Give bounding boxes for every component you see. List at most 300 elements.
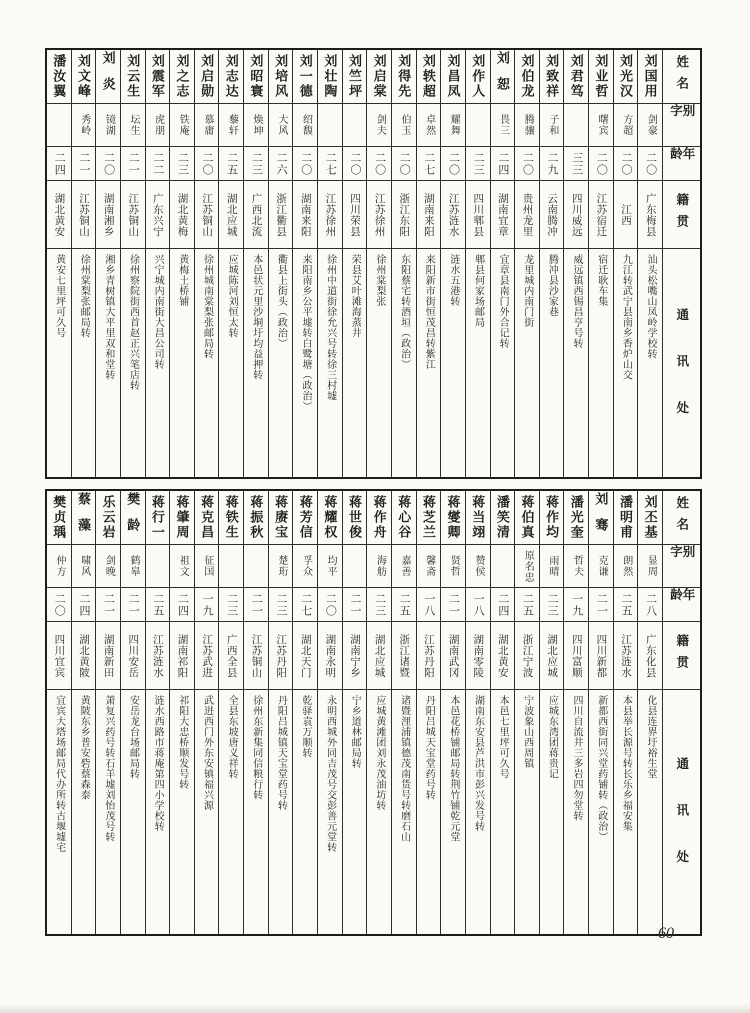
entry-contact: 安岳龙台场邮局转: [127, 695, 139, 779]
entry-age-cell: [441, 588, 465, 622]
header-label-contact: 通讯处: [674, 308, 689, 448]
entry-column: [563, 491, 588, 934]
entry-age: 二五: [225, 151, 238, 176]
entry-name-cell: [466, 50, 490, 104]
entry-native-cell: [638, 181, 662, 249]
entry-contact-cell: [564, 249, 588, 477]
entry-courtesy-cell: [146, 545, 170, 588]
entry-name-cell: [564, 50, 588, 104]
entry-age-cell: [121, 588, 145, 622]
entry-age-cell: [343, 147, 367, 181]
entry-column: [71, 50, 96, 477]
entry-courtesy-cell: [170, 545, 194, 588]
header-cell-contact: [663, 690, 700, 934]
entry-native: 江苏丹阳: [422, 633, 434, 678]
entry-native-cell: [367, 622, 391, 690]
header-column: [662, 491, 700, 934]
entry-age-cell: [466, 588, 490, 622]
entry-name: 刘竺坪: [346, 54, 362, 99]
entry-courtesy: 赞侯: [472, 555, 484, 577]
header-cell-courtesy: [663, 545, 700, 588]
entry-courtesy: 祖文: [177, 555, 189, 577]
entry-native-cell: [269, 181, 293, 249]
entry-name: 樊龄: [125, 491, 141, 544]
entry-native-cell: [318, 181, 342, 249]
entry-name: 刘光汉: [618, 54, 634, 99]
entry-courtesy: 焕坤: [251, 114, 263, 136]
entry-name-cell: [515, 491, 539, 545]
entry-native: 四川富顺: [570, 633, 582, 678]
entry-native-cell: [564, 622, 588, 690]
entry-age: 二五: [151, 592, 164, 617]
entry-age-cell: [170, 147, 194, 181]
entry-name-cell: [96, 50, 120, 104]
entry-contact-cell: [417, 690, 441, 934]
entry-name-cell: [146, 50, 170, 104]
entry-column: [317, 50, 342, 477]
entry-courtesy: 剑夫: [374, 114, 386, 136]
entry-age-cell: [614, 147, 638, 181]
entry-name-cell: [72, 50, 96, 104]
entry-age-cell: [47, 588, 71, 622]
entry-name-cell: [564, 491, 588, 545]
entry-name: 刘震军: [149, 54, 165, 99]
entry-contact-cell: [269, 690, 293, 934]
entry-name-cell: [392, 50, 416, 104]
entry-courtesy: 藜轩: [226, 114, 238, 136]
entry-column: [194, 491, 219, 934]
entry-contact: 应城东湾团蒋贵记: [546, 695, 558, 779]
entry-native: 江苏宿迁: [595, 192, 607, 237]
entry-age: 二三: [225, 592, 238, 617]
entry-courtesy-cell: [318, 545, 342, 588]
entry-name: 刘启棠: [371, 54, 387, 99]
entry-age: 二四: [77, 592, 90, 617]
entry-name: 蒋作均: [544, 495, 560, 540]
entry-name: 刘启勋: [199, 54, 215, 99]
entry-contact-cell: [72, 249, 96, 477]
entry-age: 一八: [422, 592, 435, 617]
entry-courtesy: 哲夫: [571, 555, 583, 577]
entry-name-cell: [515, 50, 539, 104]
entry-courtesy: 征国: [201, 555, 213, 577]
entry-age: 二四: [496, 151, 509, 176]
entry-contact-cell: [170, 690, 194, 934]
entry-contact-cell: [146, 690, 170, 934]
entry-courtesy: 剑豪: [645, 114, 657, 136]
entry-courtesy-cell: [589, 545, 613, 588]
entry-contact: 乾驿袁万顺转: [300, 695, 311, 758]
header-label-age: 年龄: [668, 588, 695, 610]
entry-name: 乐云岩: [100, 495, 116, 540]
entry-native-cell: [146, 181, 170, 249]
entry-courtesy-cell: [367, 104, 391, 147]
entry-age: 二一: [102, 592, 115, 617]
entry-native-cell: [269, 622, 293, 690]
entry-courtesy-cell: [121, 104, 145, 147]
entry-courtesy: 秀岭: [78, 114, 90, 136]
entry-column: [563, 50, 588, 477]
entry-native: 湖北黄梅: [176, 192, 188, 237]
entry-contact-cell: [392, 690, 416, 934]
entry-contact-cell: [564, 690, 588, 934]
entry-age: 二四: [53, 151, 66, 176]
entry-age-cell: [540, 147, 564, 181]
entry-contact: 宁波象山西周镇: [521, 695, 533, 769]
entry-contact-cell: [219, 690, 243, 934]
header-column: [662, 50, 700, 477]
entry-name-cell: [269, 50, 293, 104]
entry-age: 二一: [127, 151, 140, 176]
entry-name: 刘一德: [297, 54, 313, 99]
entry-native-cell: [367, 181, 391, 249]
entry-age: 二八: [644, 592, 657, 617]
entry-native-cell: [121, 181, 145, 249]
entry-age: 二三: [373, 592, 386, 617]
entry-column: [120, 491, 145, 934]
entry-courtesy-cell: [392, 545, 416, 588]
entry-contact: 萧复兴药号转石羊墟刘怡茂号转: [102, 695, 114, 842]
entry-native: 江苏铜山: [77, 192, 89, 237]
entry-column: [120, 50, 145, 477]
entry-column: [71, 491, 96, 934]
entry-name-cell: [392, 491, 416, 545]
entry-age-cell: [244, 588, 268, 622]
entry-age-cell: [466, 147, 490, 181]
entry-native: 江苏丹阳: [275, 633, 287, 678]
entry-name-cell: [318, 491, 342, 545]
entry-age-cell: [219, 147, 243, 181]
entry-native-cell: [146, 622, 170, 690]
entry-courtesy: 雨晴: [546, 555, 558, 577]
header-label-contact: 通讯处: [674, 757, 689, 897]
entry-column: [145, 491, 170, 934]
entry-contact-cell: [614, 690, 638, 934]
entry-age: 二五: [620, 592, 633, 617]
entry-contact: 诸暨浬浦镇德茂南货号转磨石山: [398, 695, 410, 842]
entry-native: 湖南永明: [324, 633, 336, 678]
entry-native-cell: [318, 622, 342, 690]
entry-column: [391, 50, 416, 477]
entry-native: 湖南宜章: [496, 192, 508, 237]
entry-contact: 黄梅土桥铺: [176, 254, 188, 307]
entry-courtesy-cell: [195, 104, 219, 147]
entry-contact-cell: [47, 249, 71, 477]
entry-native-cell: [343, 622, 367, 690]
entry-age-cell: [638, 588, 662, 622]
entry-age-cell: [96, 588, 120, 622]
entry-name: 刘国用: [642, 54, 658, 99]
entry-native: 四川荣县: [349, 192, 360, 237]
header-cell-age: [663, 588, 700, 622]
header-label-courtesy: 别字: [668, 545, 695, 567]
entry-age-cell: [72, 588, 96, 622]
entry-courtesy-cell: [269, 545, 293, 588]
entry-contact: 徐州棠梨张邮局转: [78, 254, 90, 338]
entry-native: 浙江诸暨: [398, 633, 410, 678]
entry-native-cell: [96, 622, 120, 690]
entry-age-cell: [96, 147, 120, 181]
entry-native: 广东梅县: [644, 192, 656, 237]
entry-column: [292, 491, 317, 934]
entry-courtesy-cell: [343, 545, 367, 588]
entry-column: [218, 50, 243, 477]
entry-courtesy-cell: [441, 545, 465, 588]
entry-age: 二〇: [102, 151, 115, 176]
entry-name-cell: [367, 50, 391, 104]
entry-native-cell: [72, 622, 96, 690]
entry-contact: 来阳南乡公平墟转白鹭塘（政治）: [300, 254, 311, 412]
entry-native-cell: [441, 622, 465, 690]
entry-contact: 本邑花桥铺邮局转荆竹铺乾元堂: [447, 695, 459, 842]
entry-name: 蒋世俊: [346, 495, 362, 540]
entry-native-cell: [244, 622, 268, 690]
entry-native: 湖南武冈: [447, 633, 459, 678]
entry-native-cell: [244, 181, 268, 249]
entry-native: 四川郫县: [472, 192, 484, 237]
entry-age-cell: [515, 588, 539, 622]
entry-column: [218, 491, 243, 934]
entry-native: 湖南来阳: [299, 192, 311, 237]
entry-native: 广东化县: [644, 633, 656, 678]
entry-native: 贵州龙里: [521, 192, 533, 237]
entry-name-cell: [244, 50, 268, 104]
entry-age: 二〇: [299, 151, 312, 176]
entry-age-cell: [293, 147, 317, 181]
entry-native-cell: [540, 181, 564, 249]
entry-name-cell: [589, 491, 613, 545]
entry-courtesy-cell: [564, 545, 588, 588]
entry-courtesy: 畏三: [497, 114, 509, 136]
entry-native: 广西北流: [250, 192, 262, 237]
entry-name-cell: [219, 491, 243, 545]
entry-courtesy: 海舫: [374, 555, 386, 577]
entry-native: 江苏铜山: [127, 192, 139, 237]
entry-age: 二三: [472, 151, 485, 176]
entry-native: 四川宜宾: [53, 633, 65, 678]
entry-age-cell: [367, 147, 391, 181]
entry-contact: 祁阳大忠桥顺发号转: [176, 695, 188, 790]
entry-courtesy-cell: [47, 104, 71, 147]
entry-column: [95, 491, 120, 934]
entry-native-cell: [589, 181, 613, 249]
entry-native-cell: [219, 181, 243, 249]
entry-courtesy: 虎朋: [152, 114, 164, 136]
entry-contact: 全县东坡唐义祥转: [226, 695, 238, 779]
entry-age-cell: [589, 147, 613, 181]
header-cell-contact: [663, 249, 700, 477]
entry-age: 一八: [472, 592, 485, 617]
entry-column: [465, 491, 490, 934]
entry-column: [440, 491, 465, 934]
entry-contact-cell: [417, 249, 441, 477]
entry-native: 江苏涟水: [620, 633, 632, 678]
entry-age: 二一: [595, 592, 608, 617]
entry-native-cell: [466, 181, 490, 249]
entry-age: 二〇: [521, 151, 534, 176]
entry-age: 二九: [546, 151, 559, 176]
entry-name: 蒋赓宝: [273, 495, 289, 540]
entry-courtesy: 卓然: [423, 114, 435, 136]
entry-courtesy: 馨斋: [423, 555, 435, 577]
entry-name: 刘君笃: [568, 54, 584, 99]
entry-native: 广东兴宁: [151, 192, 163, 237]
entry-contact: 徐州察院街西首赵正兴笔店转: [127, 254, 139, 391]
entry-contact-cell: [195, 690, 219, 934]
entry-courtesy-cell: [638, 545, 662, 588]
entry-name-cell: [269, 491, 293, 545]
entry-column: [243, 491, 268, 934]
entry-contact-cell: [441, 690, 465, 934]
entry-courtesy: 曙宾: [596, 114, 608, 136]
entry-age: 二七: [299, 592, 312, 617]
entry-native: 江苏武进: [201, 633, 213, 678]
entry-age: 二〇: [447, 151, 460, 176]
entry-contact: 徐州中道街徐允兴号转徐三村墟: [324, 254, 336, 401]
entry-courtesy: 啸风: [78, 555, 90, 577]
entry-native-cell: [540, 622, 564, 690]
entry-column: [145, 50, 170, 477]
entry-name-cell: [170, 491, 194, 545]
entry-native-cell: [392, 622, 416, 690]
header-cell-native: [663, 181, 700, 249]
header-cell-native: [663, 622, 700, 690]
entry-native: 江苏铜山: [250, 633, 262, 678]
entry-name-cell: [72, 491, 96, 545]
entry-native-cell: [195, 181, 219, 249]
entry-column: [292, 50, 317, 477]
entry-courtesy-cell: [318, 104, 342, 147]
entry-column: [391, 491, 416, 934]
entry-native: 湖北黄安: [496, 633, 508, 678]
entry-name-cell: [491, 50, 515, 104]
entry-name: 刘炎: [100, 50, 116, 103]
entry-age: 二〇: [348, 151, 361, 176]
entry-contact-cell: [367, 690, 391, 934]
entry-courtesy-cell: [47, 545, 71, 588]
entry-age-cell: [195, 147, 219, 181]
entry-courtesy: 方超: [620, 114, 632, 136]
entry-age-cell: [540, 588, 564, 622]
entry-contact: 兴宁城内南街大昌公司转: [152, 254, 164, 370]
entry-native: 四川威远: [570, 192, 582, 237]
entry-native-cell: [417, 622, 441, 690]
entry-native-cell: [441, 181, 465, 249]
entry-age-cell: [269, 147, 293, 181]
entry-courtesy-cell: [515, 104, 539, 147]
entry-courtesy-cell: [466, 545, 490, 588]
entry-courtesy: 大风: [275, 114, 287, 136]
entry-courtesy: 显周: [645, 555, 657, 577]
entry-name-cell: [417, 491, 441, 545]
entry-age: 三三: [570, 151, 583, 176]
entry-name-cell: [293, 50, 317, 104]
entry-age-cell: [564, 588, 588, 622]
entry-contact-cell: [195, 249, 219, 477]
entry-contact: 本邑状元里沙垌圩均益押转: [250, 254, 262, 380]
entry-name: 蒋作舟: [371, 495, 387, 540]
header-cell-age: [663, 147, 700, 181]
entry-name: 蔡藻: [75, 491, 91, 544]
entry-courtesy-cell: [589, 104, 613, 147]
directory-table-bottom: [45, 489, 702, 936]
entry-native: 湖北应城: [373, 633, 385, 678]
entry-name-cell: [638, 491, 662, 545]
entry-column: [490, 50, 515, 477]
entry-name-cell: [47, 50, 71, 104]
entry-name-cell: [441, 50, 465, 104]
entry-courtesy: 铁庵: [177, 114, 189, 136]
entry-column: [169, 491, 194, 934]
entry-contact: 丹阳吕城镇天宝堂药号转: [275, 695, 287, 811]
entry-contact-cell: [638, 690, 662, 934]
entry-courtesy-cell: [146, 104, 170, 147]
entry-contact-cell: [121, 690, 145, 934]
entry-name-cell: [540, 50, 564, 104]
entry-age: 二四: [496, 592, 509, 617]
entry-name: 刘丕基: [642, 495, 658, 540]
entry-contact: 来阳新市街恒茂昌转紫江: [423, 254, 435, 370]
entry-contact: 化县连界圩裕生堂: [644, 695, 656, 779]
entry-name-cell: [47, 491, 71, 545]
entry-age-cell: [293, 588, 317, 622]
entry-native: 江苏涟水: [151, 633, 163, 678]
entry-column: [243, 50, 268, 477]
entry-courtesy: 腾骧: [522, 114, 534, 136]
entry-age-cell: [318, 147, 342, 181]
entry-age-cell: [392, 147, 416, 181]
entry-age-cell: [146, 588, 170, 622]
entry-contact: 永明西城外同吉茂号交彭善元堂转: [324, 695, 336, 853]
entry-native-cell: [515, 622, 539, 690]
entry-column: [47, 491, 71, 934]
entry-native: 湖北应城: [546, 633, 558, 678]
entry-native: 湖北天门: [299, 633, 311, 678]
entry-contact: 荣县艾叶滩海蒸井: [349, 254, 361, 338]
entry-contact-cell: [269, 249, 293, 477]
entry-name: 刘培风: [273, 54, 289, 99]
entry-contact-cell: [589, 690, 613, 934]
entry-courtesy: 慕庸: [201, 114, 213, 136]
entry-native-cell: [219, 622, 243, 690]
entry-column: [342, 491, 367, 934]
entry-name: 刘作人: [470, 54, 486, 99]
entry-contact-cell: [638, 249, 662, 477]
entry-native-cell: [96, 181, 120, 249]
entry-age-cell: [219, 588, 243, 622]
entry-courtesy: 楚珩: [275, 555, 287, 577]
entry-native: 广西全县: [225, 633, 237, 678]
entry-name: 蒋振秋: [248, 495, 264, 540]
entry-courtesy: 伯玉: [399, 114, 411, 136]
entry-age: 二三: [250, 151, 263, 176]
entry-courtesy-cell: [269, 104, 293, 147]
entry-contact: 湖南东安县芦洪市彭兴发号转: [472, 695, 484, 832]
entry-column: [169, 50, 194, 477]
entry-courtesy-cell: [293, 545, 317, 588]
entry-column: [268, 50, 293, 477]
entry-contact-cell: [491, 249, 515, 477]
entry-contact: 应城黄滩团刘永茂油坊转: [373, 695, 385, 811]
entry-native: 江苏铜山: [201, 192, 213, 237]
entry-courtesy: 耀舞: [448, 114, 460, 136]
entry-age: 二六: [275, 151, 288, 176]
entry-age: 二三: [275, 592, 288, 617]
page-number: 60: [658, 925, 674, 942]
entry-age-cell: [441, 147, 465, 181]
entry-contact: 徐州城南棠梨张邮局转: [201, 254, 213, 359]
entry-name-cell: [96, 491, 120, 545]
